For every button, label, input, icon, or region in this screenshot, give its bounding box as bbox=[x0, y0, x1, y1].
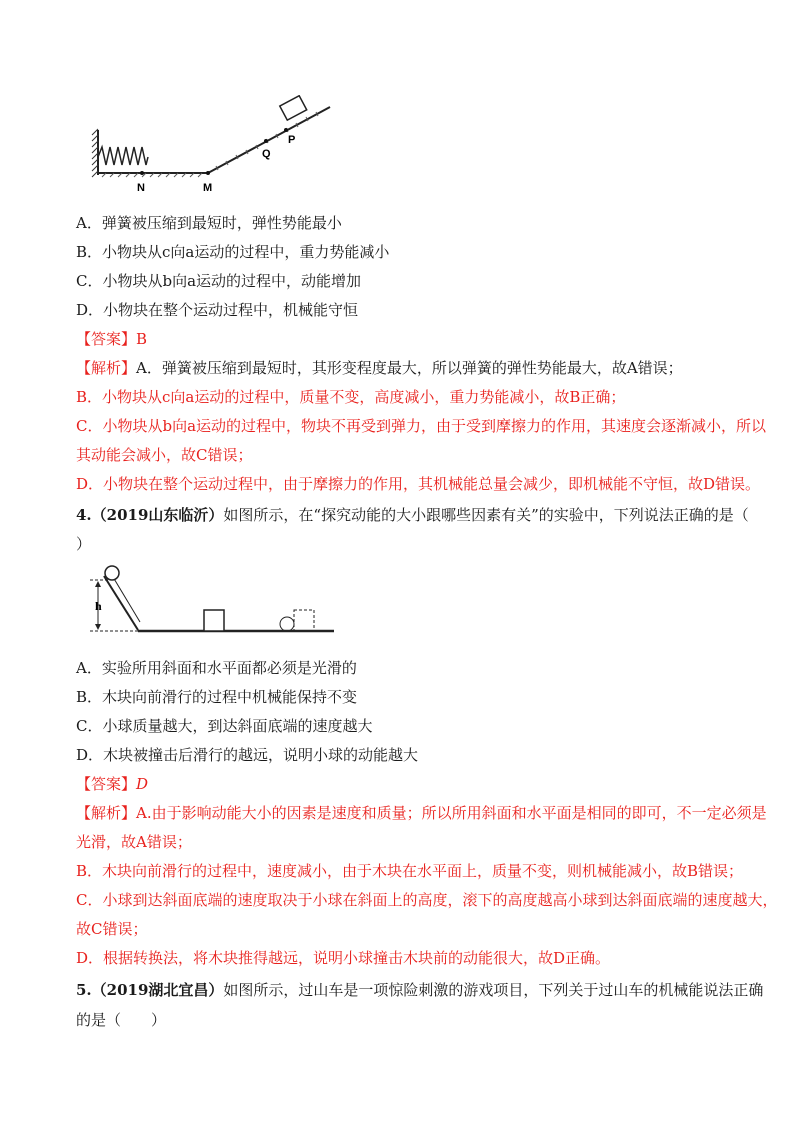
q3-analysis-line: D．小物块在整个运动过程中，由于摩擦力的作用，其机械能总量会减少，即机械能不守恒，故D错误。 bbox=[76, 475, 761, 493]
q5-stem bbox=[76, 980, 764, 1000]
label-p: P bbox=[288, 134, 296, 146]
q4-stem bbox=[76, 505, 749, 525]
q4-option-b: B．木块向前滑行的过程中机械能保持不变 bbox=[76, 688, 358, 706]
analysis-tag: 【解析】 bbox=[76, 804, 137, 822]
label-m: M bbox=[203, 182, 213, 194]
q3-option-d: D．小物块在整个运动过程中，机械能守恒 bbox=[76, 301, 359, 319]
answer-value: B bbox=[136, 330, 148, 348]
q4-analysis-line: D．根据转换法，将木块推得越远，说明小球撞击木块前的动能很大，故D正确。 bbox=[76, 949, 611, 967]
question-source: （2019湖北宜昌） bbox=[91, 981, 224, 999]
q4-option-d: D．木块被撞击后滑行的越远，说明小球的动能越大 bbox=[76, 746, 419, 764]
q3-analysis-line: C．小物块从b向a运动的过程中，物块不再受到弹力，由于受到摩擦力的作用，其速度会逐渐减小，所以 bbox=[76, 417, 767, 435]
q3-option-b: B．小物块从c向a运动的过程中，重力势能减小 bbox=[76, 243, 390, 261]
q3-option-a: A．弹簧被压缩到最短时，弹性势能最小 bbox=[76, 214, 342, 232]
q3-analysis-line bbox=[76, 358, 736, 378]
q3-analysis-line: 其动能会减小，故C错误； bbox=[76, 446, 253, 464]
analysis-text: A.由于影响动能大小的因素是速度和质量；所以所用斜面和水平面是相同的即可，不一定必须是 bbox=[136, 804, 767, 822]
question-text: 如图所示，过山车是一项惊险刺激的游戏项目，下列关于过山车的机械能说法正确 bbox=[223, 981, 764, 999]
question-number: 5. bbox=[76, 981, 92, 999]
label-h: h bbox=[95, 599, 102, 613]
analysis-text: A．弹簧被压缩到最短时，其形变程度最大，所以弹簧的弹性势能最大，故A错误； bbox=[136, 359, 683, 377]
q4-analysis-line: 故C错误； bbox=[76, 920, 148, 938]
label-q: Q bbox=[262, 148, 271, 160]
q4-analysis-line: 光滑，故A错误； bbox=[76, 833, 192, 851]
q4-analysis-line: C．小球到达斜面底端的速度取决于小球在斜面上的高度，滚下的高度越高小球到达斜面底端的速度越大， bbox=[76, 891, 778, 909]
ramp-ball-figure bbox=[88, 562, 338, 637]
answer-tag: 【答案】 bbox=[76, 775, 137, 793]
q4-option-c: C．小球质量越大，到达斜面底端的速度越大 bbox=[76, 717, 373, 735]
q3-option-c: C．小物块从b向a运动的过程中，动能增加 bbox=[76, 272, 362, 290]
q4-stem-cont: ） bbox=[76, 535, 92, 553]
label-n: N bbox=[137, 182, 145, 194]
q3-answer bbox=[76, 329, 736, 349]
question-text: 如图所示，在“探究动能的大小跟哪些因素有关”的实验中，下列说法正确的是（ bbox=[223, 506, 749, 524]
question-source: （2019山东临沂） bbox=[91, 506, 224, 524]
q3-analysis-line: B．小物块从c向a运动的过程中，质量不变，高度减小，重力势能减小，故B正确； bbox=[76, 388, 626, 406]
q4-option-a: A．实验所用斜面和水平面都必须是光滑的 bbox=[76, 659, 357, 677]
answer-value: D bbox=[136, 775, 149, 793]
q4-answer bbox=[76, 774, 736, 794]
q4-analysis-line bbox=[76, 803, 767, 823]
spring-incline-figure bbox=[90, 95, 340, 200]
q4-analysis-line: B．木块向前滑行的过程中，速度减小，由于木块在水平面上，质量不变，则机械能减小，故B错误； bbox=[76, 862, 744, 880]
q5-stem-cont: 的是（ ） bbox=[76, 1011, 167, 1029]
question-number: 4. bbox=[76, 506, 92, 524]
answer-tag: 【答案】 bbox=[76, 330, 137, 348]
analysis-tag: 【解析】 bbox=[76, 359, 137, 377]
